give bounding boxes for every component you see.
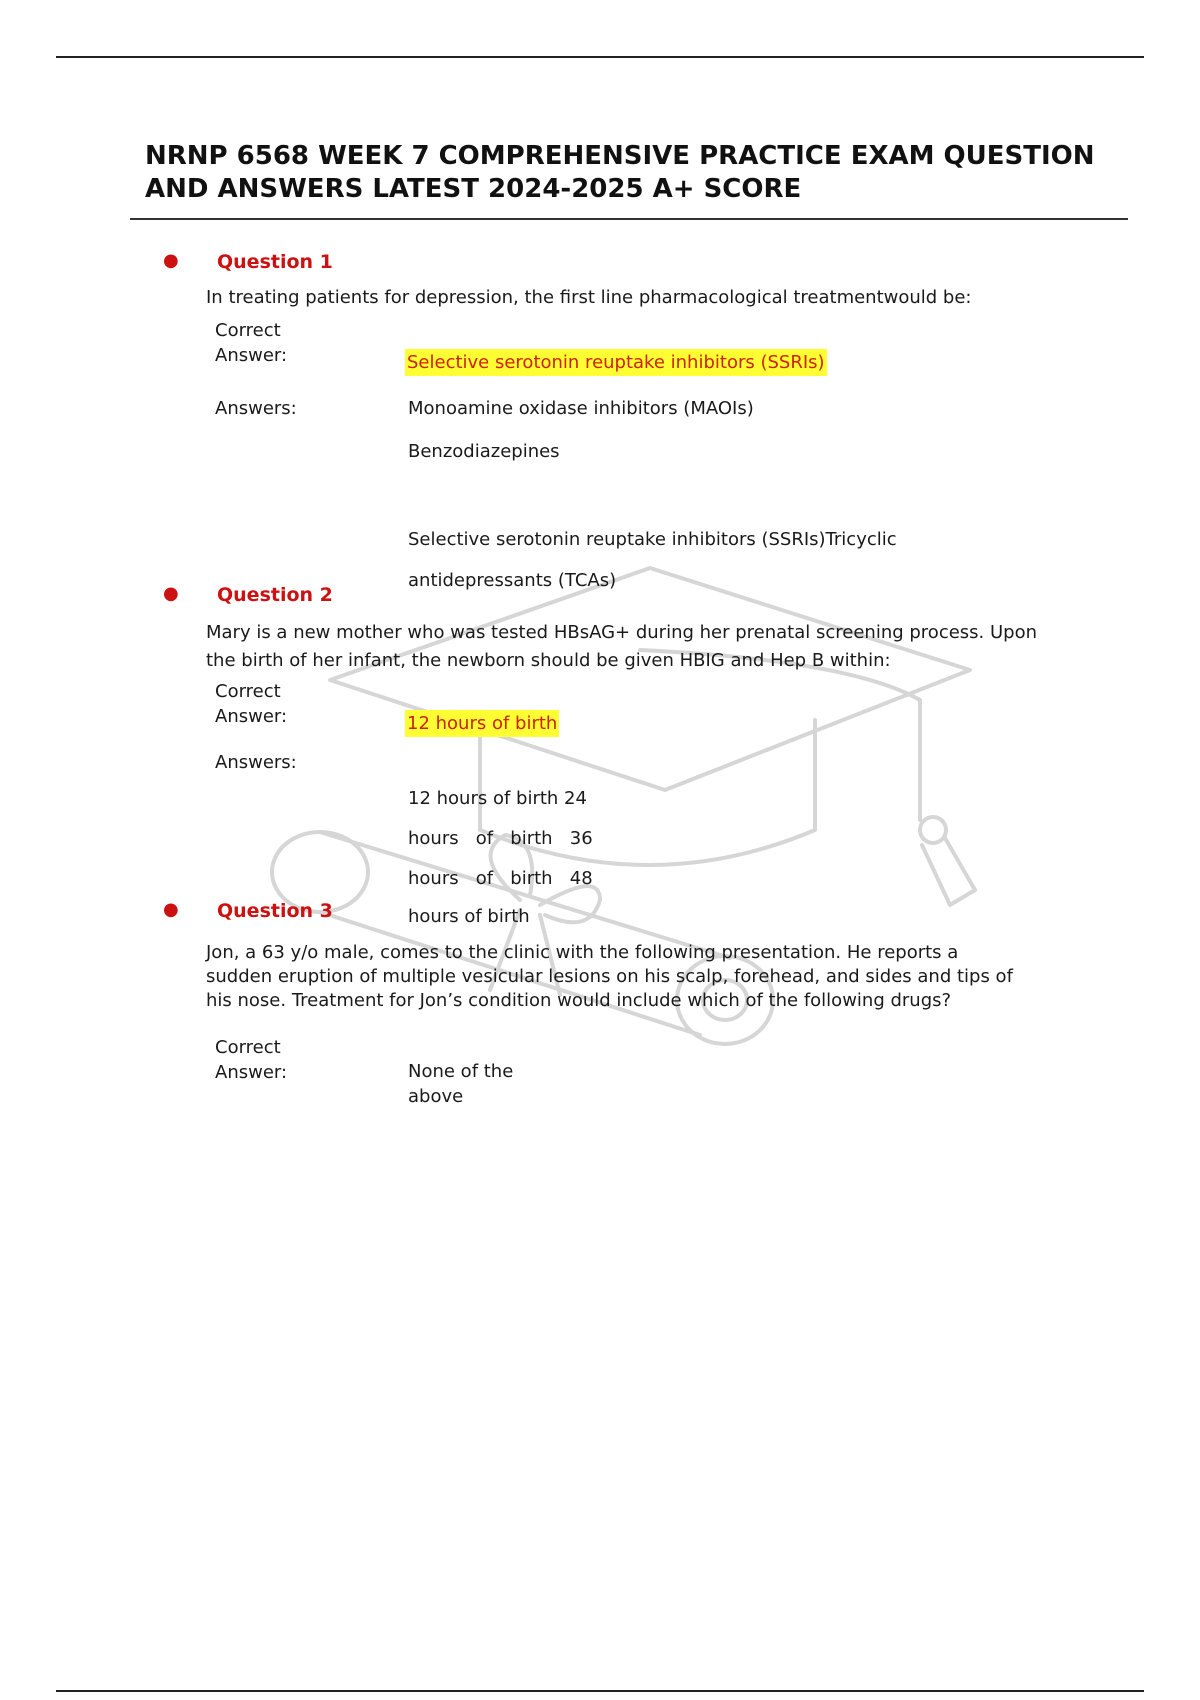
bullet-question-3: ● (163, 899, 179, 920)
question-2-prompt-line-1: Mary is a new mother who was tested HBsAG+ during her prenatal screening process. Upon (206, 622, 1038, 643)
question-2-prompt-line-2: the birth of her infant, the newborn should be given HBIG and Hep B within: (206, 650, 891, 671)
correct-label-line-2: Answer: (215, 706, 288, 727)
question-2-heading: Question 2 (217, 584, 333, 606)
correct-label-line-1: Correct (215, 681, 281, 702)
title-line-2: AND ANSWERS LATEST 2024-2025 A+ SCORE (145, 174, 802, 204)
question-1-prompt: In treating patients for depression, the first line pharmacological treatmentwould be: (206, 287, 972, 308)
question-3-prompt-line-3: his nose. Treatment for Jon’s condition would include which of the following drugs? (206, 990, 952, 1011)
answer-option: hours of birth (408, 906, 530, 927)
question-2-correct-answer (405, 713, 559, 734)
correct-answer-line-1: None of the (408, 1061, 514, 1082)
question-3-prompt-line-2: sudden eruption of multiple vesicular lesions on his scalp, forehead, and sides and tips of (206, 966, 1013, 987)
answer-option: hours of birth 48 (408, 868, 593, 889)
correct-answer-line-2: above (408, 1086, 464, 1107)
question-3-heading: Question 3 (217, 900, 333, 922)
top-rule (56, 56, 1144, 58)
answers-label: Answers: (215, 398, 297, 419)
correct-label-line-1: Correct (215, 1037, 281, 1058)
answer-option: Monoamine oxidase inhibitors (MAOIs) (408, 398, 754, 419)
question-3-prompt-line-1: Jon, a 63 y/o male, comes to the clinic with the following presentation. He reports a (206, 942, 959, 963)
title-rule (130, 218, 1128, 220)
question-3-correct-answer (408, 1059, 513, 1109)
correct-answer-label (215, 318, 287, 368)
highlighted-answer: Selective serotonin reuptake inhibitors (SSRIs) (405, 349, 827, 376)
answer-option: Benzodiazepines (408, 441, 560, 462)
question-1-heading: Question 1 (217, 251, 333, 273)
question-1-correct-answer (405, 352, 827, 373)
bullet-question-2: ● (163, 583, 179, 604)
bullet-question-1: ● (163, 250, 179, 271)
answer-option: Selective serotonin reuptake inhibitors (SSRIs)Tricyclic (408, 529, 897, 550)
correct-label-line-2: Answer: (215, 345, 288, 366)
correct-answer-label (215, 1035, 287, 1085)
answer-option: hours of birth 36 (408, 828, 593, 849)
title-line-1: NRNP 6568 WEEK 7 COMPREHENSIVE PRACTICE EXAM QUESTION (145, 141, 1095, 171)
correct-label-line-2: Answer: (215, 1062, 288, 1083)
question-2-prompt (206, 619, 1166, 675)
correct-label-line-1: Correct (215, 320, 281, 341)
correct-answer-label (215, 679, 287, 729)
document-title (145, 140, 1135, 206)
bottom-rule (56, 1690, 1144, 1692)
highlighted-answer: 12 hours of birth (405, 710, 559, 737)
question-3-prompt (206, 941, 1166, 1013)
answers-label: Answers: (215, 752, 297, 773)
answer-option: 12 hours of birth 24 (408, 788, 587, 809)
answer-option: antidepressants (TCAs) (408, 570, 617, 591)
